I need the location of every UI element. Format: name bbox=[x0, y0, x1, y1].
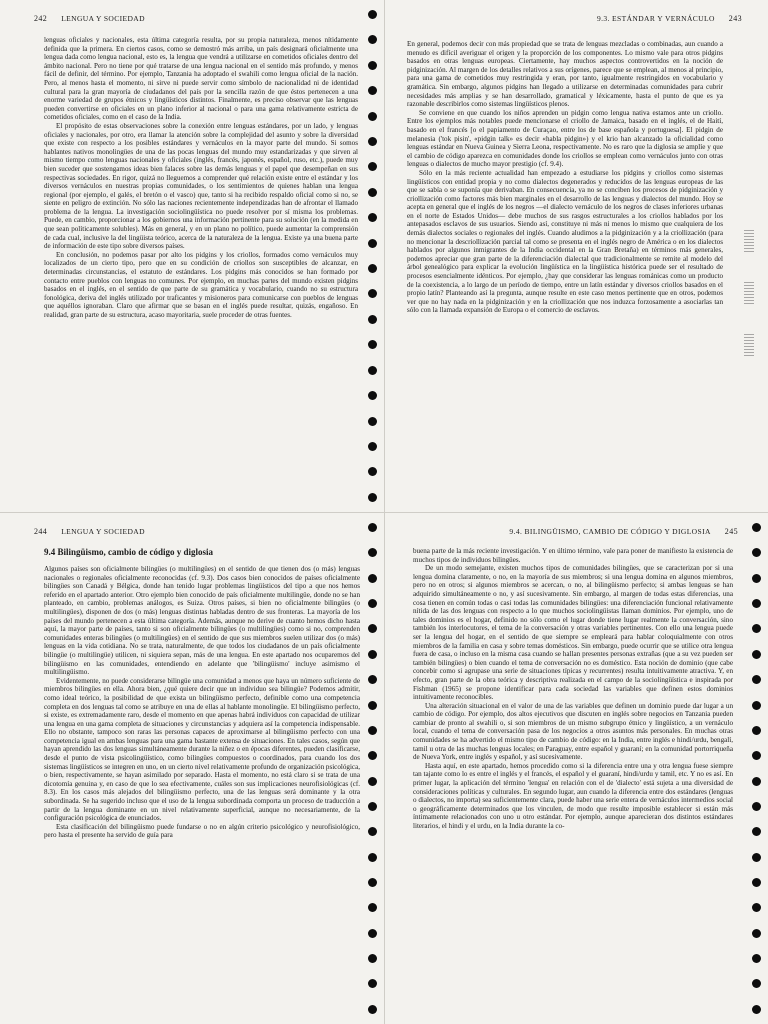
running-head bbox=[34, 527, 145, 536]
punched-hole-icon bbox=[368, 675, 377, 684]
paragraph: lenguas oficiales y nacionales, esta última categoría resulta, por su propia naturaleza, menos nítidamente definida que la primera. En ciertos casos, como se demostró más arriba, un país designará oficialmente una lengua dada como lengua nacional, esto es, la lengua que vendrá a utilizarse en cometidos oficiales dentro del ámbito nacional. Pero no tiene por qué tratarse de una lengua nacional en el sentido más profundo, y menos fácil de definir, del término. Por ejemplo, Tanzania ha adoptado el swahili como lengua oficial de la nación. Pero, al menos hasta el momento, ni sirve ni puede servir como símbolo de nacionalidad ni de identidad cultural para la gran mayoría de ciudadanos del país por la sencilla razón de que éstos pertenecen a una enorme variedad de grupos étnicos y lingüísticos distintos. Finalmente, es preciso observar que las lenguas pueden convertirse en oficiales en un plano inferior al nacional o para una gama relativamente estricta de cometidos oficiales, como en el caso de la India. bbox=[44, 36, 358, 122]
punched-hole-icon bbox=[752, 777, 761, 786]
binding-holes bbox=[368, 523, 380, 1014]
paragraph: Esta clasificación del bilingüismo puede fundarse o no en algún criterio psicológico y neurofisiológico, pero hasta el presente ha servido de guía para bbox=[44, 822, 360, 840]
paragraph: De un modo semejante, existen muchos tipos de comunidades bilingües, que se caracterizan por si una lengua domina claramente, o no, en la mayoría de sus miembros; si una lengua domina en algunos miembros, pero no en otros; si algunos miembros se acercan, o no, al bilingüismo perfecto; si ambas lenguas se han adquirido simultáneamente o no, y así sucesivamente. Sin embargo, al margen de todas estas diferencias, una cosa tienen en común todas o casi todas las comunidades bilingües: una diferenciación funcional relativamente nítida de las dos lenguas con respecto a lo que muchos sociolingüistas llaman dominios. Por ejemplo, uno de tales dominios es el hogar, definido no sólo como el lugar donde tiene lugar realmente la conversación, sino también los interlocutores, el tema de la conversación y otras variables pertinentes. Con ello una lengua puede ser la lengua del hogar, en el sentido de que siempre se empleará para hablar coloquialmente con otros miembros de la familia en casa y sobre temas domésticos. Sin embargo, puede ocurrir que se utilice otra lengua fuera de casa, o incluso en la misma casa cuando se hallan presentes personas extrañas (que a su vez pueden ser también bilingües) o bien cuando el tema de conversación no es doméstico. Esta noción de dominio (que cabe concebir como si agrupase una serie de situaciones típicas y recurrentes) resulta intuitivamente atractiva. Y, en efecto, gran parte de la obra teórica y descriptiva realizada en el campo de la sociolingüística e inspirada por Fishman (1965) se propone identificar para cada sociedad las variables que definen estos dominios intuitivamente reconocibles. bbox=[413, 564, 733, 702]
punched-hole-icon bbox=[368, 650, 377, 659]
punched-hole-icon bbox=[368, 289, 377, 298]
punched-hole-icon bbox=[368, 213, 377, 222]
punched-hole-icon bbox=[752, 599, 761, 608]
punched-hole-icon bbox=[368, 417, 377, 426]
punched-hole-icon bbox=[368, 954, 377, 963]
punched-hole-icon bbox=[368, 827, 377, 836]
punched-hole-icon bbox=[368, 929, 377, 938]
margin-annotations bbox=[742, 230, 756, 356]
punched-hole-icon bbox=[752, 548, 761, 557]
paragraph: Evidentemente, no puede considerarse bilingüe una comunidad a menos que haya un número suficiente de miembros bilingües en ella. Ahora bien, ¿qué quiere decir que un individuo sea bilingüe? Podemos admitir, como ideal teórico, la posibilidad de que exista un bilingüismo perfecto, definible como una competencia completa en dos lenguas tal como se atribuye en una de ellas al hablante monolingüe. El bilingüismo perfecto, si existe, es extremadamente raro, desde el momento en que apenas habrá individuos con capacidad de utilizar una lengua en una gama completa de situaciones y circunstancias y adquiera así la competencia indispensable. Ello no obstante, tampoco son raras las personas capaces de aproximarse al bilingüismo perfecto con una competencia igual en ambas lenguas para una gama bastante extensa de situaciones. En tales casos, según que hayan aprendido las dos lenguas simultáneamente durante la niñez o en épocas diferentes, pueden clasificarse, desde el punto de vista psicolingüístico, como bilingües compuestos o coordinados, para cuando los dos sistemas lingüísticos se integren en uno, en un cierto nivel relativamente profundo de organización psicológica, o bien, respectivamente, se hayan asimilado por separado. Hasta el momento, no está claro si se trata de una dicotomía genuina y, en caso de que lo sea efectivamente, cuáles son sus implicaciones neurofisiológicas (cf. 8.3). En los casos más alejados del bilingüismo perfecto, una de las lenguas será dominante y la otra subordinada. Se ha sugerido incluso que el uso de la lengua subordinada comporta un proceso de traducción a partir de la lengua dominante en un nivel relativamente superficial, aunque no necesariamente, de la configuración psicológica de enunciados. bbox=[44, 676, 360, 823]
handwritten-note-icon bbox=[744, 334, 754, 356]
paragraph: Se conviene en que cuando los niños aprenden un pidgin como lengua nativa estamos ante un criollo. Entre los ejemplos más notables puede mencionarse el criollo de Jamaica, basado en el inglés, el de Haití, basado en el francés [o el papiamento de Curaçao, entre los de base española y portuguesa]. El pidgin de melanesia ('tok pisin', «pidgin talk» es decir «habla pidgin») y el krio han alcanzado la oficialidad como lenguas estándar en Nueva Guinea y Sierra Leona, respectivamente. No es raro que la diglosia se amplíe y que el cambio de código aparezca en comunidades donde los criollos se emplean como vernáculos junto con otras lenguas o dialectos de mucho mayor prestigio (cf. 9.4). bbox=[407, 108, 723, 169]
running-title: 9.3. ESTÁNDAR Y VERNÁCULO bbox=[596, 14, 715, 23]
punched-hole-icon bbox=[368, 86, 377, 95]
page-number: 242 bbox=[34, 14, 48, 23]
punched-hole-icon bbox=[368, 523, 377, 532]
punched-hole-icon bbox=[752, 624, 761, 633]
punched-hole-icon bbox=[368, 878, 377, 887]
punched-hole-icon bbox=[368, 903, 377, 912]
running-title: 9.4. BILINGÜISMO, CAMBIO DE CÓDIGO Y DIGLOSIA bbox=[509, 527, 711, 536]
punched-hole-icon bbox=[368, 188, 377, 197]
page-number: 244 bbox=[34, 527, 48, 536]
punched-hole-icon bbox=[368, 467, 377, 476]
punched-hole-icon bbox=[752, 751, 761, 760]
punched-hole-icon bbox=[368, 599, 377, 608]
page-243 bbox=[384, 0, 768, 512]
binding-holes bbox=[368, 10, 380, 502]
page-number: 243 bbox=[728, 14, 742, 23]
punched-hole-icon bbox=[368, 853, 377, 862]
section-title: 9.4 Bilingüismo, cambio de código y diglosia bbox=[44, 547, 214, 557]
punched-hole-icon bbox=[368, 751, 377, 760]
body-text bbox=[44, 36, 358, 502]
punched-hole-icon bbox=[752, 726, 761, 735]
punched-hole-icon bbox=[368, 264, 377, 273]
handwritten-note-icon bbox=[744, 282, 754, 304]
punched-hole-icon bbox=[368, 366, 377, 375]
punched-hole-icon bbox=[368, 574, 377, 583]
body-text bbox=[407, 40, 723, 502]
handwritten-note-icon bbox=[744, 230, 754, 252]
punched-hole-icon bbox=[752, 802, 761, 811]
punched-hole-icon bbox=[368, 162, 377, 171]
punched-hole-icon bbox=[752, 1005, 761, 1014]
punched-hole-icon bbox=[752, 903, 761, 912]
page-242 bbox=[0, 0, 384, 512]
paragraph: En conclusión, no podemos pasar por alto los pidgins y los criollos, formados como vernáculos muy localizados de un cierto tipo, pero que en su condición de criollos son susceptibles de alcanzar, en determinadas circunstancias, el estatuto de estándares. Los pidgins más conocidos se han formado por contacto entre pueblos con lenguas no comunes. Por ejemplo, en muchas partes del mundo existen pidgins basados en el inglés, en el sentido de que parte de su gramática y vocabulario, cuando no su estructura fonológica, deriva del inglés utilizado por traficantes y misioneros para comunicarse con pueblos de lenguas que aquéllos ignoraban. Claro que afirmar que se basan en el inglés puede resultar, quizás, engañoso. En realidad, gran parte de su estructura, acaso mayoritaria, suele proceder de otras fuentes. bbox=[44, 250, 358, 319]
punched-hole-icon bbox=[368, 802, 377, 811]
punched-hole-icon bbox=[752, 650, 761, 659]
paragraph: Algunos países son oficialmente bilingües (o multilingües) en el sentido de que tienen dos (o más) lenguas nacionales o regionales oficialmente reconocidas (cf. 9.3). Dos casos bien conocidos de países oficialmente bilingües son Canadá y Bélgica, donde han tenido lugar problemas lingüísticos del tipo a que nos hemos referido en el apartado anterior. Otro ejemplo bien conocido de país oficialmente multilingüe, donde no se han planteado, en cambio, problemas análogos, es Suiza. Otros países, si bien no oficialmente bilingües (o multilingües), disponen de dos (o más) lenguas distintas habladas dentro de sus fronteras. La mayoría de los países del mundo pertenecen a esta última categoría. Además, aunque no derive de cuanto hemos dicho hasta aquí, la mayor parte de países, tanto si son oficialmente bilingües (o multilingües) como si no, comprenden comunidades enteras bilingües (o multilingües) en el sentido de que sus miembros suelen utilizar dos (o más) lenguas en la vida cotidiana. No se trata, naturalmente, de que todos los ciudadanos de un país oficialmente bilingüe (o multilingüe) utilicen, ni siquiera sepan, más de una lengua. En este apartado nos ocuparemos del bilingüismo en las comunidades, entendiendo en adelante que 'bilingüismo' incluye asimismo el multilingüismo. bbox=[44, 565, 360, 677]
paragraph: Una alteración situacional en el valor de una de las variables que definen un dominio puede dar lugar a un cambio de código. Por ejemplo, dos altos ejecutivos que discuten en inglés sobre negocios en Tanzania pueden cambiar de pronto al swahili o, si son miembros de un mismo subgrupo étnico y lingüístico, a un vernáculo local, cuando el tema de conversación pasa de los negocios a otros asuntos más personales. En muchas otras comunidades se ha advertido el mismo tipo de cambio de código: en la India, entre inglés e hindi/urdu, bengalí, tamil u otra de las muchas lenguas locales; en Paraguay, entre español y guaraní; en la comunidad portorriqueña de Nueva York, entre inglés y español, y así sucesivamente. bbox=[413, 701, 733, 762]
punched-hole-icon bbox=[368, 442, 377, 451]
punched-hole-icon bbox=[368, 61, 377, 70]
punched-hole-icon bbox=[368, 777, 377, 786]
paragraph: En general, podemos decir con más propiedad que se trata de lenguas mezcladas o combinadas, aun cuando a menudo es difícil averiguar el origen y la proporción de los componentes. Lo mismo vale para otros pidgins basados en otras lenguas europeas. Ciertamente, hay muchos aspectos controvertidos en la noción de pidginización. Al margen de los detalles relativos a sus orígenes, parece que se emplean, al menos al principio, para una gama de cometidos muy restringida y eran, por tanto, igualmente restringidos en vocabulario y gramática. Sin embargo, algunos pidgins han llegado a utilizarse en determinadas comunidades para cubrir necesidades más amplias y se han desarrollado, gramatical y léxicamente, hasta el punto de que es ya razonable describirlos como sistemas lingüísticos plenos. bbox=[407, 40, 723, 109]
punched-hole-icon bbox=[368, 340, 377, 349]
page-245 bbox=[384, 512, 768, 1024]
punched-hole-icon bbox=[752, 523, 761, 532]
body-text bbox=[413, 547, 733, 1017]
punched-hole-icon bbox=[368, 10, 377, 19]
page-number: 245 bbox=[724, 527, 738, 536]
punched-hole-icon bbox=[752, 979, 761, 988]
paragraph: Sólo en la más reciente actualidad han empezado a estudiarse los pidgins y criollos como sistemas lingüísticos con entidad propia y no como dialectos degenerados y reducidos de las lenguas europeas de las que se sabía o se suponía que derivaban. En consecuencia, ya no se conciben los procesos de pidginización y criollización como factores más bien marginales en el desarrollo de las lenguas y dialectos del mundo. Hoy se acepta en general que el inglés de los negros —el dialecto vernáculo de los negros de clases inferiores urbanas en el norte de Estados Unidos— debe muchos de sus rasgos estructurales a los criollos hablados por los antepasados esclavos de sus usuarios. Siendo así, constituye ni más ni menos lo mismo que cualquiera de los demás dialectos sociales o regionales del inglés. Cuando aludimos a la pidginización y a la criollización (para no mencionar la descriollización parcial tal como se presenta en el inglés negro de América o en los dialectos hablados por algunos inmigrantes de la India occidental en la Gran Bretaña) en términos más generales, podemos apreciar que gran parte de la diferenciación dialectal que tradicionalmente se remite al modelo del árbol genealógico para explicar la evolución lingüística en la lingüística histórica puede ser el resultado de procesos esencialmente idénticos. Por ejemplo, ¿hay que considerar las lenguas románicas como un producto de la coexistencia, a lo largo de un período de tiempo, entre un latín estándar y diversos criollos basados en el propio latín? Planteando así la pregunta, aunque resulte en este caso menos pertinente que en otros, podemos ver que no hay nada en la pidginización y en la criollización que nos induzca forzosamente a asociarlas tan sólo con la llamada expansión de Europa o el comercio de esclavos. bbox=[407, 168, 723, 315]
punched-hole-icon bbox=[368, 701, 377, 710]
punched-hole-icon bbox=[368, 979, 377, 988]
running-head bbox=[34, 14, 145, 23]
punched-hole-icon bbox=[368, 493, 377, 502]
punched-hole-icon bbox=[752, 701, 761, 710]
punched-hole-icon bbox=[752, 827, 761, 836]
punched-hole-icon bbox=[752, 675, 761, 684]
punched-hole-icon bbox=[368, 726, 377, 735]
paragraph: Hasta aquí, en este apartado, hemos procedido como si la diferencia entre una y otra lengua fuese siempre tan tajante como lo es entre el inglés y el francés, el español y el guaraní, hindi/urdu y tamil, etc. Y no es así. En primer lugar, la aplicación del término 'lengua' en relación con el de 'dialecto' está sujeta a una diversidad de consideraciones políticas y culturales. En segundo lugar, aun cuando la diferencia entre dos estándares (lenguas o dialectos, no importa) sea suficientemente clara, puede haber una serie entera de vernáculos intermedios social o geográficamente determinados que los vinculen, de modo que resulte imposible establecer si están más íntimamente relacionados con uno u otro estándar. Por ejemplo, aunque aparecieran dos distintos estándares literarios, el hindi y el urdu, en la India durante la co- bbox=[413, 761, 733, 830]
running-title: LENGUA Y SOCIEDAD bbox=[61, 14, 145, 23]
punched-hole-icon bbox=[752, 878, 761, 887]
running-title: LENGUA Y SOCIEDAD bbox=[61, 527, 145, 536]
punched-hole-icon bbox=[752, 853, 761, 862]
punched-hole-icon bbox=[752, 954, 761, 963]
punched-hole-icon bbox=[752, 574, 761, 583]
punched-hole-icon bbox=[752, 929, 761, 938]
running-head bbox=[597, 14, 742, 23]
punched-hole-icon bbox=[368, 35, 377, 44]
punched-hole-icon bbox=[368, 315, 377, 324]
running-head bbox=[509, 527, 738, 536]
punched-hole-icon bbox=[368, 112, 377, 121]
paragraph: El propósito de estas observaciones sobre la conexión entre lenguas estándares, por un lado, y lenguas oficiales y nacionales, por otro, era llamar la atención sobre la complejidad del asunto y sobre la diversidad que existe con respecto a los posibles estándares y vernáculos en la mayor parte del mundo. Si somos hablantes nativos monolingües de una de las pocas lenguas del mundo muy estandarizadas y que sirven al mismo tiempo como lenguas nacionales y oficiales (inglés, francés, japonés, español, ruso, etc.), puede muy bien suceder que sostengamos ideas bien falaces sobre las demás lenguas y el papel que desempeñan en sus respectivas sociedades. En rigor, quizá no lleguemos a comprender qué relación existe entre el estándar y los diversos vernáculos en nuestras propias comunidades, o los sentimientos de quienes hablan una lengua regional (por ejemplo, el galés, el bretón o el vasco) que, tanto si ha recibido respaldo oficial como si no, se siente en peligro de extinción. No sólo las naciones recientemente independizadas han de afrontar el llamado problema de la lengua. La investigación sociolingüística no puede resolver por sí misma los problemas. Puede, en cambio, proporcionar a los gobiernos una información pertinente para su solución (en la medida en que sean políticamente solubles). Más en general, y en un plano no político, puede aumentar la comprensión de cada cual, inclusive la del lingüista teórico, acerca de la naturaleza de la lengua. Existe ya una buena parte de información de este tipo sobre diversos países. bbox=[44, 121, 358, 251]
punched-hole-icon bbox=[368, 548, 377, 557]
punched-hole-icon bbox=[368, 1005, 377, 1014]
punched-hole-icon bbox=[368, 137, 377, 146]
body-text bbox=[44, 565, 360, 1017]
page-244 bbox=[0, 512, 384, 1024]
punched-hole-icon bbox=[368, 391, 377, 400]
punched-hole-icon bbox=[368, 239, 377, 248]
binding-holes bbox=[752, 523, 764, 1014]
paragraph: buena parte de la más reciente investigación. Y en último término, vale para poner de manifiesto la existencia de muchos tipos de individuos bilingües. bbox=[413, 547, 733, 564]
punched-hole-icon bbox=[368, 624, 377, 633]
